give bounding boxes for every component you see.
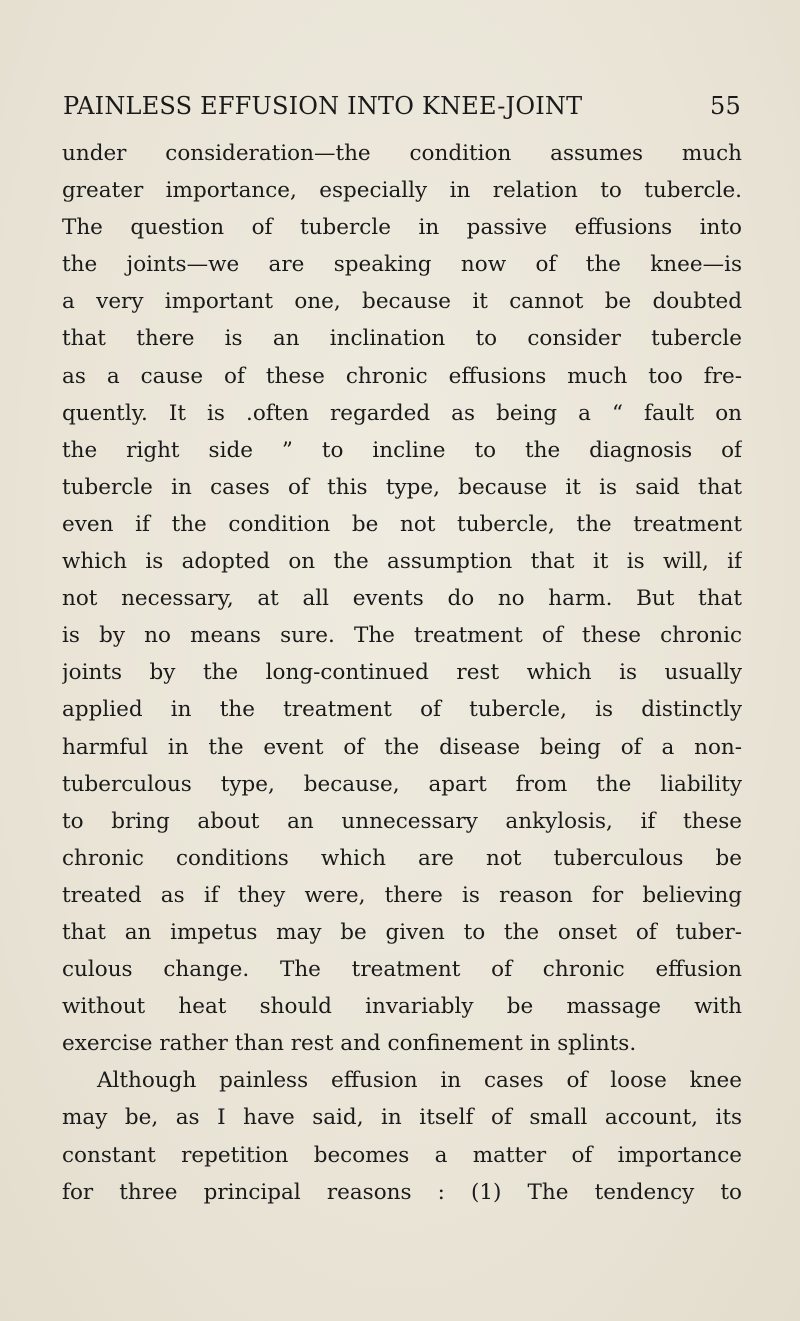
text-line: applied in the treatment of tubercle, is distinctly xyxy=(62,697,742,723)
text-line: which is adopted on the assumption that it is will, if xyxy=(62,549,742,575)
text-line: the right side ” to incline to the diagnosis of xyxy=(62,437,742,463)
text-line: the joints—we are speaking now of the knee—is xyxy=(62,252,742,278)
running-head-title: PAINLESS EFFUSION INTO KNEE-JOINT xyxy=(63,92,583,120)
text-line: for three principal reasons : (1) The tendency to xyxy=(62,1179,742,1205)
body-text xyxy=(62,135,742,1211)
page-number: 55 xyxy=(710,92,741,120)
text-line: treated as if they were, there is reason for believing xyxy=(62,882,742,908)
text-line: constant repetition becomes a matter of importance xyxy=(62,1142,742,1168)
text-line: chronic conditions which are not tuberculous be xyxy=(62,845,742,871)
running-head xyxy=(63,92,741,124)
text-line: exercise rather than rest and confinement in splints. xyxy=(62,1031,637,1057)
text-line: joints by the long-continued rest which is usually xyxy=(62,660,742,686)
text-line: that there is an inclination to consider tubercle xyxy=(62,326,742,352)
text-line: as a cause of these chronic effusions much too fre- xyxy=(62,363,742,389)
text-line: is by no means sure. The treatment of these chronic xyxy=(62,623,742,649)
text-line: The question of tubercle in passive effusions into xyxy=(62,215,742,241)
text-line: a very important one, because it cannot be doubted xyxy=(62,289,742,315)
paragraph-first-line: Although painless effusion in cases of loose knee xyxy=(97,1068,742,1094)
text-line: tuberculous type, because, apart from the liability xyxy=(62,771,742,797)
text-line: without heat should invariably be massage with xyxy=(62,994,742,1020)
text-line: culous change. The treatment of chronic effusion xyxy=(62,957,742,983)
text-line: harmful in the event of the disease being of a non- xyxy=(62,734,742,760)
text-line: under consideration—the condition assumes much xyxy=(62,141,742,166)
text-line: to bring about an unnecessary ankylosis, if these xyxy=(62,808,742,834)
text-line: that an impetus may be given to the onset of tuber- xyxy=(62,919,742,945)
text-line: quently. It is .often regarded as being a “ fault on xyxy=(62,400,742,426)
text-line: may be, as I have said, in itself of small account, its xyxy=(62,1105,742,1131)
text-line: even if the condition be not tubercle, the treatment xyxy=(62,511,742,537)
text-line: tubercle in cases of this type, because it is said that xyxy=(62,474,742,500)
text-line: not necessary, at all events do no harm. But that xyxy=(62,586,742,612)
text-line: greater importance, especially in relation to tubercle. xyxy=(62,178,742,204)
